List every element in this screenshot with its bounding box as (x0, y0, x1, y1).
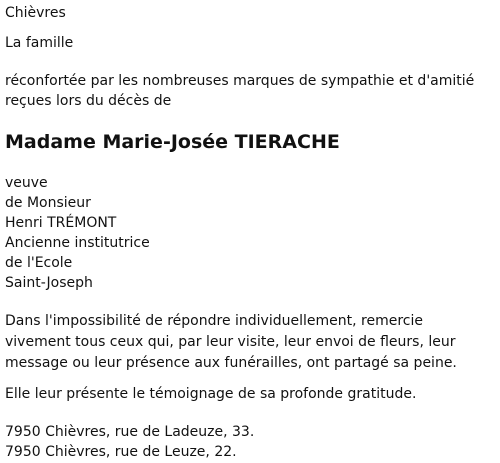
detail-line: Ancienne institutrice (5, 235, 150, 251)
thanks-paragraph: Dans l'impossibilité de répondre individuellement, remercie vivement tous ceux qui, par leur visite, leur envoi de fleurs, leur message ou leur présence aux funérailles, ont partagé sa peine. (5, 313, 457, 371)
detail-line: de l'Ecole (5, 255, 73, 271)
deceased-name: Madame Marie-Josée TIERACHE (5, 131, 340, 153)
intro-line: réconfortée par les nombreuses marques de sympathie et d'amitié (5, 73, 475, 89)
deceased-details (5, 173, 495, 293)
detail-line: Henri TRÉMONT (5, 215, 117, 231)
address-line: 7950 Chièvres, rue de Leuze, 22. (5, 444, 237, 460)
detail-line: veuve (5, 175, 48, 191)
gratitude-line: Elle leur présente le témoignage de sa profonde gratitude. (5, 386, 417, 402)
family-label: La famille (5, 35, 74, 51)
place-name: Chièvres (5, 5, 66, 21)
detail-line: Saint-Joseph (5, 275, 93, 291)
intro-line: reçues lors du décès de (5, 93, 172, 109)
address-list (5, 422, 495, 462)
obituary-notice (5, 3, 495, 462)
address-line: 7950 Chièvres, rue de Ladeuze, 33. (5, 424, 255, 440)
intro-text (5, 71, 495, 111)
detail-line: de Monsieur (5, 195, 91, 211)
